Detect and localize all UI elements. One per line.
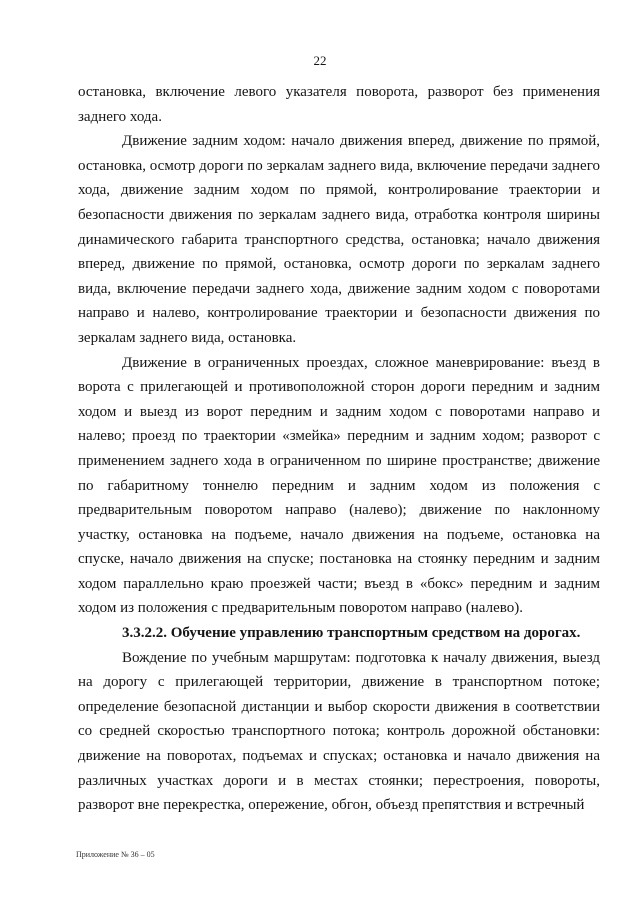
paragraph-restricted-passages: Движение в ограниченных проездах, сложное маневрирование: въезд в ворота с прилегающей и противоположной сторон дороги передним и задним ходом и выезд из ворот передним и задним ходом с поворотами направо и налево; проезд по траектории «змейка» передним и задним ходом; разворот с применением заднего хода в ограниченном по ширине пространстве; движение по габаритному тоннелю передним и задним ходом из положения с предварительным поворотом направо (налево); движение по наклонному участку, остановка на подъеме, начало движения на подъеме, остановка на спуске, начало движения на спуске; постановка на стоянку передним и задним ходом параллельно краю проезжей части; въезд в «бокс» передним и задним ходом из положения с предварительным поворотом направо (налево). bbox=[78, 354, 600, 617]
paragraph-continuation: остановка, включение левого указателя поворота, разворот без применения заднего хода. bbox=[78, 84, 600, 125]
footer-note: Приложение № 36 – 05 bbox=[76, 850, 155, 859]
document-body bbox=[78, 80, 600, 818]
paragraph-training-routes: Вождение по учебным маршрутам: подготовка к началу движения, выезд на дорогу с прилегающей территории, движение в транспортном потоке; определение безопасной дистанции и выбор скорости движения в соответствии со средней скоростью транспортного потока; контроль дорожной обстановки: движение на поворотах, подъемах и спусках; остановка и начало движения на различных участках дороги и в местах стоянки; перестроения, повороты, разворот вне перекрестка, опережение, обгон, объезд препятствия и встречный bbox=[78, 649, 600, 814]
paragraph-reverse-driving: Движение задним ходом: начало движения вперед, движение по прямой, остановка, осмотр дороги по зеркалам заднего вида, включение передачи заднего хода, движение задним ходом по прямой, контролирование траектории и безопасности движения по зеркалам заднего вида, отработка контроля ширины динамического габарита транспортного средства, остановка; начало движения вперед, движение по прямой, остановка, осмотр дороги по зеркалам заднего вида, включение передачи заднего хода, движение задним ходом с поворотами направо и налево, контролирование траектории и безопасности движения по зеркалам заднего вида, остановка. bbox=[78, 133, 600, 346]
section-heading: 3.3.2.2. Обучение управлению транспортным средством на дорогах. bbox=[122, 625, 581, 642]
page-number: 22 bbox=[313, 53, 327, 68]
